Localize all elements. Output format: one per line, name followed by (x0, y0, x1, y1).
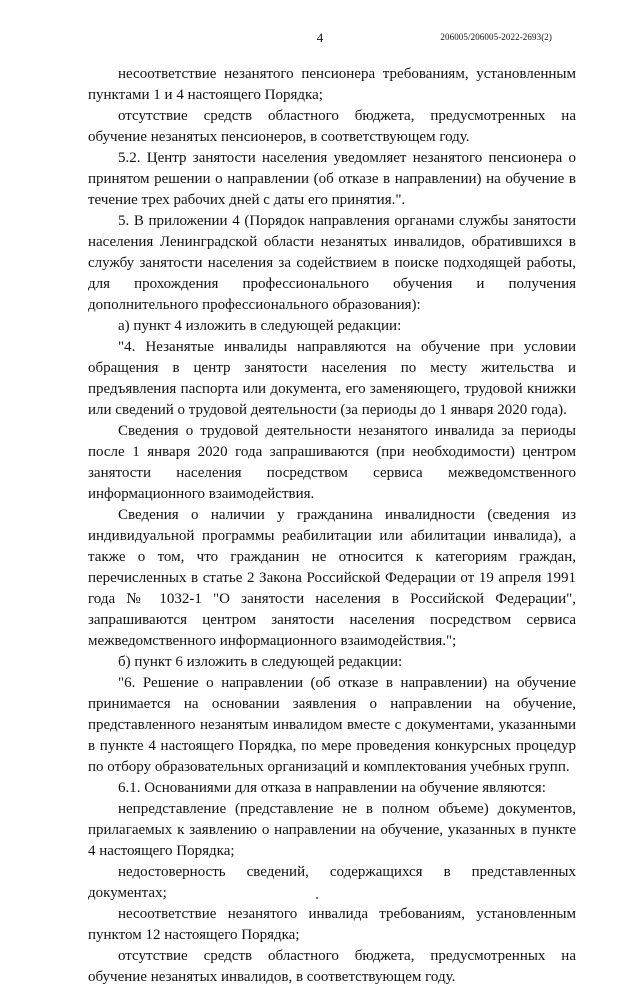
paragraph: непредставление (представление не в полном объеме) документов, прилагаемых к заявлению о направлении на обучение, указанных в пункте 4 настоящего Порядка; (88, 801, 576, 859)
paragraph: отсутствие средств областного бюджета, предусмотренных на обучение незанятых пенсионеров, в соответствующем году. (88, 108, 576, 145)
paragraph: 5.2. Центр занятости населения уведомляет незанятого пенсионера о принятом решении о направлении (об отказе в направлении) на обучение в течение трех рабочих дней с даты его принятия.". (88, 150, 576, 208)
document-body (88, 64, 576, 988)
page-number: 4 (316, 30, 324, 45)
paragraph: Сведения о трудовой деятельности незанятого инвалида за периоды после 1 января 2020 года запрашиваются (при необходимости) центром занятости населения посредством сервиса межведомственного информационного взаимодействия. (88, 423, 576, 502)
paragraph: отсутствие средств областного бюджета, предусмотренных на обучение незанятых инвалидов, в соответствующем году. (88, 948, 576, 985)
paragraph: несоответствие незанятого пенсионера требованиям, установленным пунктами 1 и 4 настоящего Порядка; (88, 66, 576, 103)
paragraph: 6.1. Основаниями для отказа в направлении на обучение являются: (118, 780, 546, 796)
paragraph: 5. В приложении 4 (Порядок направления органами службы занятости населения Ленинградской области незанятых инвалидов, обратившихся в службу занятости населения за содействием в поиске подходящей работы, для прохождения профессионального обучения и получения дополнительного профессионального образования): (88, 213, 576, 313)
paragraph: "6. Решение о направлении (об отказе в направлении) на обучение принимается на основании заявления о направлении на обучение, представленного незанятым инвалидом вместе с документами, указанными в пункте 4 настоящего Порядка, по мере проведения конкурсных процедур по отбору образовательных организаций и комплектования учебных групп. (88, 675, 576, 775)
paragraph: б) пункт 6 изложить в следующей редакции: (118, 654, 403, 670)
scan-artifact-dot (316, 897, 318, 899)
paragraph: а) пункт 4 изложить в следующей редакции: (118, 318, 402, 334)
paragraph: Сведения о наличии у гражданина инвалидности (сведения из индивидуальной программы реабилитации или абилитации инвалида), а также о том, что гражданин не относится к категориям граждан, перечисленных в статье 2 Закона Российской Федерации от 19 апреля 1991 года № 1032-1 "О занятости населения в Российской Федерации", запрашиваются центром занятости населения посредством сервиса межведомственного информационного взаимодействия."; (88, 507, 576, 649)
paragraph: несоответствие незанятого инвалида требованиям, установленным пунктом 12 настоящего Порядка; (88, 906, 576, 943)
paragraph: "4. Незанятые инвалиды направляются на обучение при условии обращения в центр занятости населения по месту жительства и предъявления паспорта или документа, его заменяющего, трудовой книжки или сведений о трудовой деятельности (за периоды до 1 января 2020 года). (88, 339, 576, 418)
paragraph: недостоверность сведений, содержащихся в представленных документах; (88, 864, 576, 901)
document-code: 206005/206005-2022-2693(2) (440, 32, 552, 42)
